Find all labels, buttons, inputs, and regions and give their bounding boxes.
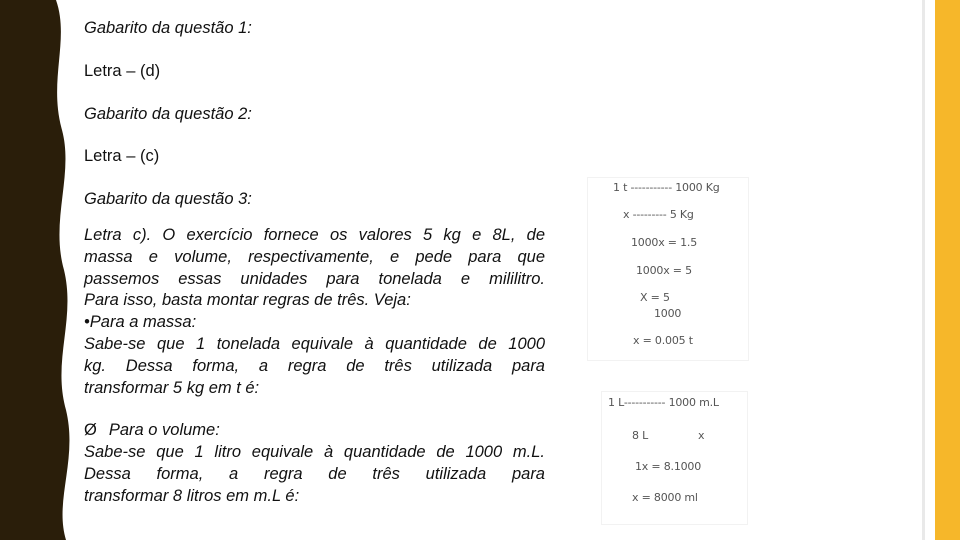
q3-line-6: Sabe-se que 1 tonelada equivale à quantidade de 1000	[84, 334, 545, 353]
q3-line-7: kg. Dessa forma, a regra de três utilizada para	[84, 356, 545, 375]
q3-explanation	[84, 225, 545, 399]
volume-calc-line-3: x	[698, 429, 705, 442]
volume-explanation	[84, 442, 545, 507]
answer-key-text	[84, 18, 545, 508]
arrow-bullet-icon: Ø	[84, 421, 97, 440]
volume-calc-line-1: 1 L----------- 1000 m.L	[608, 396, 719, 409]
mass-calc-line-1: 1 t ----------- 1000 Kg	[613, 181, 720, 194]
mass-calc-line-6: 1000	[654, 307, 682, 320]
right-accent-band	[935, 0, 960, 540]
volume-line-1: Sabe-se que 1 litro equivale à quantidade de 1000 m.L.	[84, 443, 545, 462]
mass-calc-line-7: x = 0.005 t	[633, 334, 693, 347]
q3-line-5: •Para a massa:	[84, 313, 197, 332]
volume-bullet	[84, 420, 545, 442]
volume-calc-line-4: 1x = 8.1000	[635, 460, 702, 473]
mass-calc-line-5: X = 5	[640, 291, 670, 304]
q2-heading: Gabarito da questão 2:	[84, 104, 252, 123]
q3-line-3: passemos essas unidades para tonelada e mililitro.	[84, 269, 545, 288]
q3-line-1: Letra c). O exercício fornece os valores 5 kg e 8L, de	[84, 225, 545, 244]
volume-calc-line-2: 8 L	[632, 429, 649, 442]
q3-line-8: transformar 5 kg em t é:	[84, 378, 260, 397]
mass-calc-line-3: 1000x = 1.5	[631, 236, 698, 249]
q3-heading: Gabarito da questão 3:	[84, 190, 252, 209]
q3-line-2: massa e volume, respectivamente, e pede para que	[84, 247, 545, 266]
wavy-edge-shape	[0, 0, 69, 540]
volume-heading: Para o volume:	[108, 421, 220, 440]
right-white-strip	[925, 0, 935, 540]
q2-answer: Letra – (c)	[84, 147, 160, 166]
mass-calculation-image	[588, 178, 748, 360]
q1-heading: Gabarito da questão 1:	[84, 19, 252, 37]
mass-calc-line-4: 1000x = 5	[636, 264, 692, 277]
q1-answer: Letra – (d)	[84, 61, 161, 80]
mass-calc-line-2: x --------- 5 Kg	[623, 208, 694, 221]
q3-line-4: Para isso, basta montar regras de três. Veja:	[84, 291, 411, 310]
volume-calculation-image	[602, 392, 747, 524]
volume-line-3: transformar 8 litros em m.L é:	[84, 486, 300, 505]
volume-line-2: Dessa forma, a regra de três utilizada para	[84, 464, 545, 483]
left-decorative-band	[0, 0, 80, 540]
volume-calc-line-5: x = 8000 ml	[632, 491, 698, 504]
